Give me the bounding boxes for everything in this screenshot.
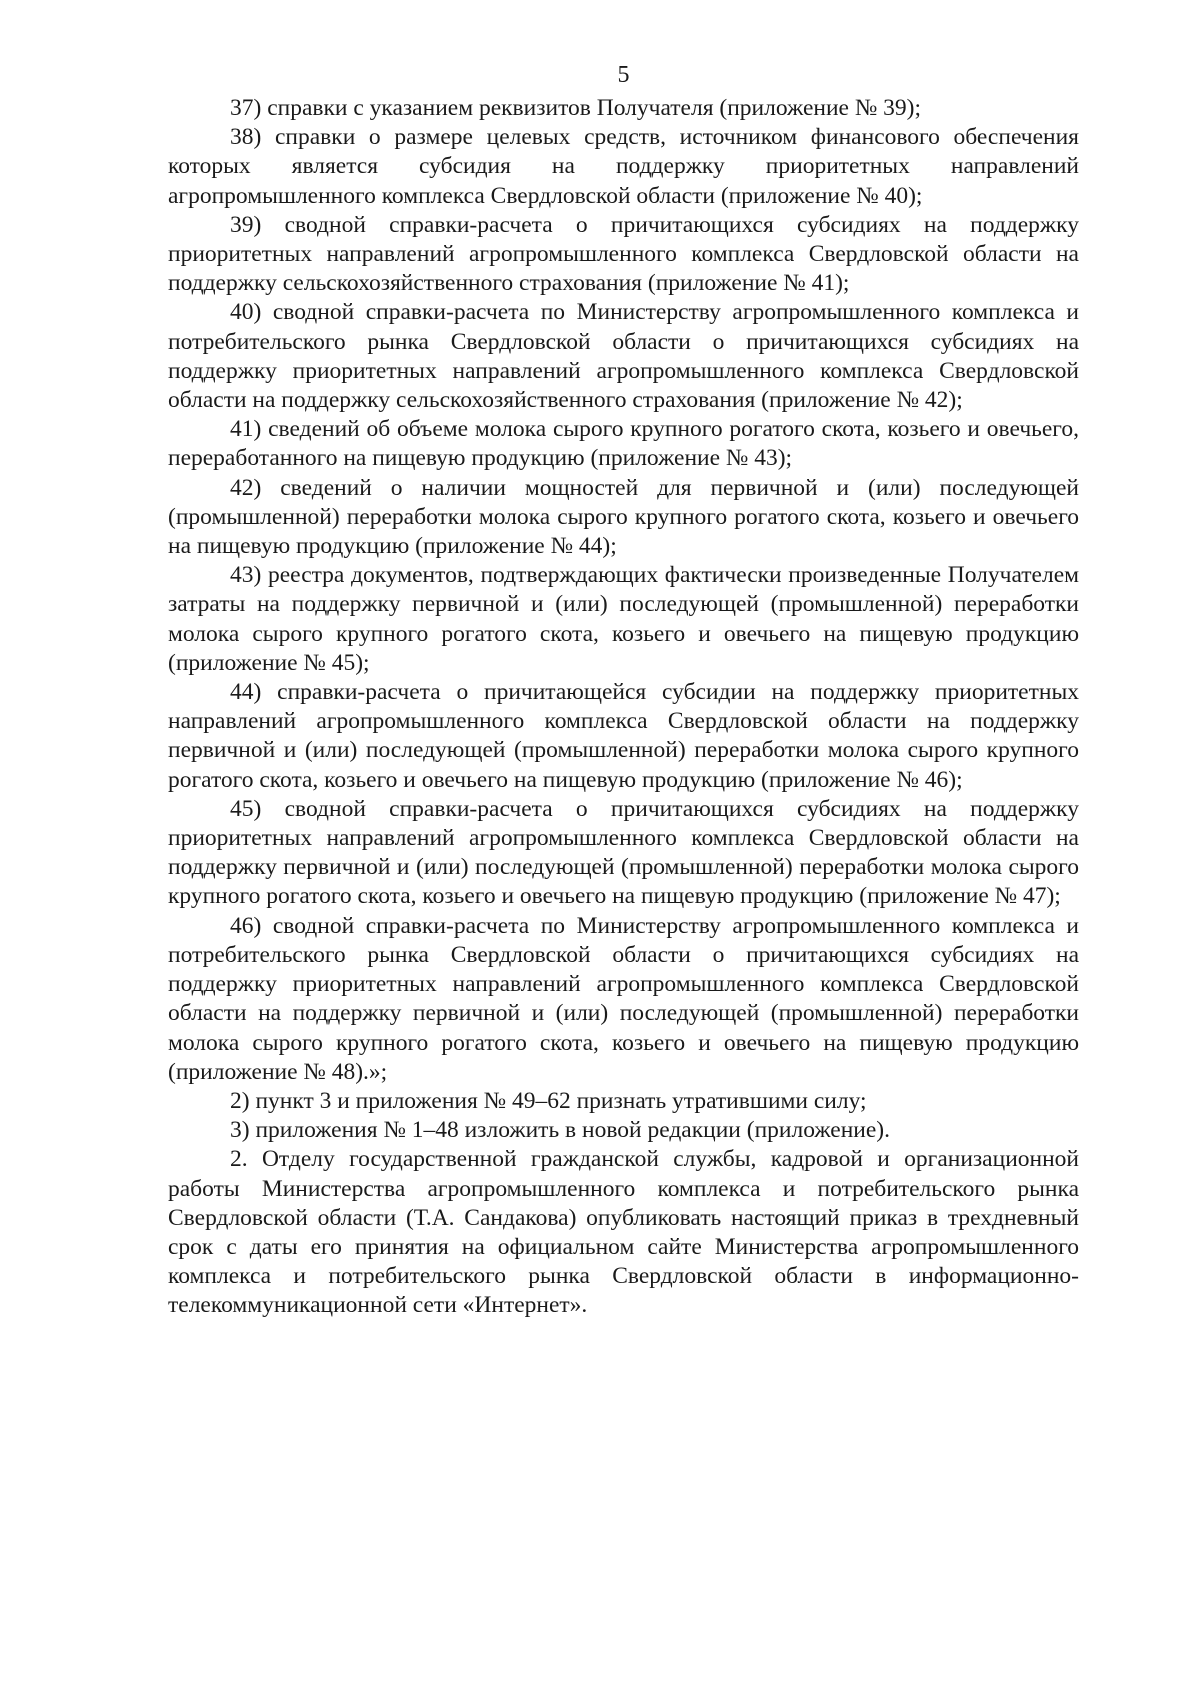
document-page [168, 60, 1079, 1321]
list-item-37: 37) справки с указанием реквизитов Получателя (приложение № 39); [230, 95, 921, 121]
subitem-3: 3) приложения № 1–48 изложить в новой редакции (приложение). [230, 1117, 891, 1144]
list-item-42: 42) сведений о наличии мощностей для первичной и (или) последующей (промышленной) переработки молока сырого крупного рогатого скота, козьего и овечьего на пищевую продукцию (приложение № 44); [168, 474, 1079, 560]
page-number: 5 [617, 62, 630, 88]
list-item-46: 46) сводной справки-расчета по Министерству агропромышленного комплекса и потребительского рынка Свердловской области о причитающихся субсидиях на поддержку приоритетных направлений агропромышленного комплекса Свердловской области на поддержку первичной и (или) последующей (промышленной) переработки молока сырого крупного рогатого скота, козьего и овечьего на пищевую продукцию (приложение № 48).»; [168, 912, 1079, 1085]
list-item-39: 39) сводной справки-расчета о причитающихся субсидиях на поддержку приоритетных направлений агропромышленного комплекса Свердловской области на поддержку сельскохозяйственного страхования (приложение № 41); [168, 211, 1079, 297]
list-item-44: 44) справки-расчета о причитающейся субсидии на поддержку приоритетных направлений агропромышленного комплекса Свердловской области на поддержку первичной и (или) последующей (промышленной) переработки молока сырого крупного рогатого скота, козьего и овечьего на пищевую продукцию (приложение № 46); [168, 679, 1079, 793]
clause-2: 2. Отделу государственной гражданской службы, кадровой и организационной работы Министерства агропромышленного комплекса и потребительского рынка Свердловской области (Т.А. Сандакова) опубликовать настоящий приказ в трехдневный срок с даты его принятия на официальном сайте Министерства агропромышленного комплекса и потребительского рынка Свердловской области в информационно-телекоммуникационной сети «Интернет». [168, 1146, 1079, 1319]
list-item-41: 41) сведений об объеме молока сырого крупного рогатого скота, козьего и овечьего, переработанного на пищевую продукцию (приложение № 43); [168, 416, 1079, 472]
subitem-2: 2) пункт 3 и приложения № 49–62 признать утратившими силу; [230, 1087, 867, 1114]
list-item-45: 45) сводной справки-расчета о причитающихся субсидиях на поддержку приоритетных направлений агропромышленного комплекса Свердловской области на поддержку первичной и (или) последующей (промышленной) переработки молока сырого крупного рогатого скота, козьего и овечьего на пищевую продукцию (приложение № 47); [168, 795, 1079, 910]
list-item-43: 43) реестра документов, подтверждающих фактически произведенные Получателем затраты на поддержку первичной и (или) последующей (промышленной) переработки молока сырого крупного рогатого скота, козьего и овечьего на пищевую продукцию (приложение № 45); [168, 562, 1079, 676]
list-item-40: 40) сводной справки-расчета по Министерству агропромышленного комплекса и потребительского рынка Свердловской области о причитающихся субсидиях на поддержку приоритетных направлений агропромышленного комплекса Свердловской области на поддержку сельскохозяйственного страхования (приложение № 42); [168, 299, 1079, 414]
list-item-38: 38) справки о размере целевых средств, источником финансового обеспечения которых является субсидия на поддержку приоритетных направлений агропромышленного комплекса Свердловской области (приложение № 40); [168, 124, 1079, 209]
